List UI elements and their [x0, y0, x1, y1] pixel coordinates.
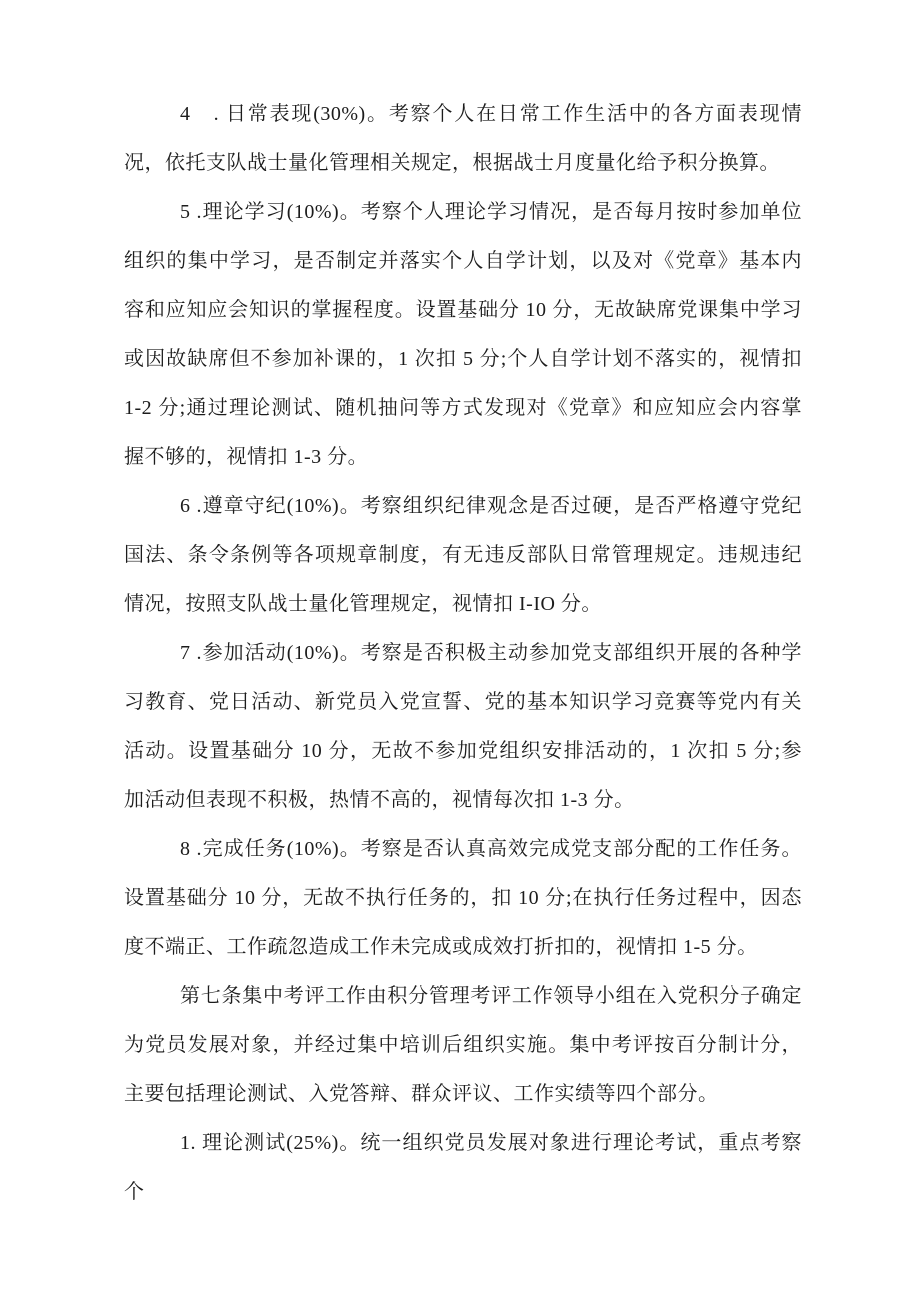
text-line: 活动。设置基础分 10 分，无故不参加党组织安排活动的，1 次扣 5 分;参: [124, 740, 802, 762]
text-line: 主要包括理论测试、入党答辩、群众评议、工作实绩等四个部分。: [124, 1083, 719, 1105]
text-line: 组织的集中学习，是否制定并落实个人自学计划，以及对《党章》基本内: [124, 250, 802, 272]
paragraph-item-8-task-completion: [124, 825, 802, 972]
paragraph-article-7-centralized-evaluation: [124, 972, 802, 1119]
text-line: 设置基础分 10 分，无故不执行任务的，扣 10 分;在执行任务过程中，因态: [124, 887, 802, 909]
text-line: 度不端正、工作疏忽造成工作未完成或成效打折扣的，视情扣 1-5 分。: [124, 936, 758, 958]
text-line: 握不够的，视情扣 1-3 分。: [124, 446, 369, 468]
text-line: 况，依托支队战士量化管理相关规定，根据战士月度量化给予积分换算。: [124, 152, 780, 174]
paragraph-item-7-activities: [124, 629, 802, 825]
paragraph-item-5-theory-study: [124, 188, 802, 482]
text-line: 情况，按照支队战士量化管理规定，视情扣 I-IO 分。: [124, 593, 602, 615]
text-line: 5 .理论学习(10%)。考察个人理论学习情况，是否每月按时参加单位: [180, 201, 802, 223]
text-line: 加活动但表现不积极，热情不高的，视情每次扣 1-3 分。: [124, 789, 635, 811]
text-line: 4 . 日常表现(30%)。考察个人在日常工作生活中的各方面表现情: [180, 103, 802, 125]
text-line: 国法、条令条例等各项规章制度，有无违反部队日常管理规定。违规违纪: [124, 544, 802, 566]
text-line: 容和应知应会知识的掌握程度。设置基础分 10 分，无故缺席党课集中学习: [124, 299, 802, 321]
text-line: 1. 理论测试(25%)。统一组织党员发展对象进行理论考试，重点考察个: [124, 1132, 802, 1203]
text-line: 为党员发展对象，并经过集中培训后组织实施。集中考评按百分制计分，: [124, 1034, 802, 1056]
paragraph-item-4-daily-performance: [124, 90, 802, 188]
text-line: 8 .完成任务(10%)。考察是否认真高效完成党支部分配的工作任务。: [180, 838, 802, 860]
text-line: 7 .参加活动(10%)。考察是否积极主动参加党支部组织开展的各种学: [180, 642, 802, 664]
text-line: 或因故缺席但不参加补课的，1 次扣 5 分;个人自学计划不落实的，视情扣: [124, 348, 802, 370]
text-line: 第七条集中考评工作由积分管理考评工作领导小组在入党积分子确定: [180, 985, 802, 1007]
text-line: 1-2 分;通过理论测试、随机抽问等方式发现对《党章》和应知应会内容掌: [124, 397, 802, 419]
paragraph-item-1-theory-test: [124, 1119, 802, 1217]
paragraph-item-6-discipline: [124, 482, 802, 629]
text-line: 6 .遵章守纪(10%)。考察组织纪律观念是否过硬，是否严格遵守党纪: [180, 495, 802, 517]
text-line: 习教育、党日活动、新党员入党宣誓、党的基本知识学习竞赛等党内有关: [124, 691, 802, 713]
